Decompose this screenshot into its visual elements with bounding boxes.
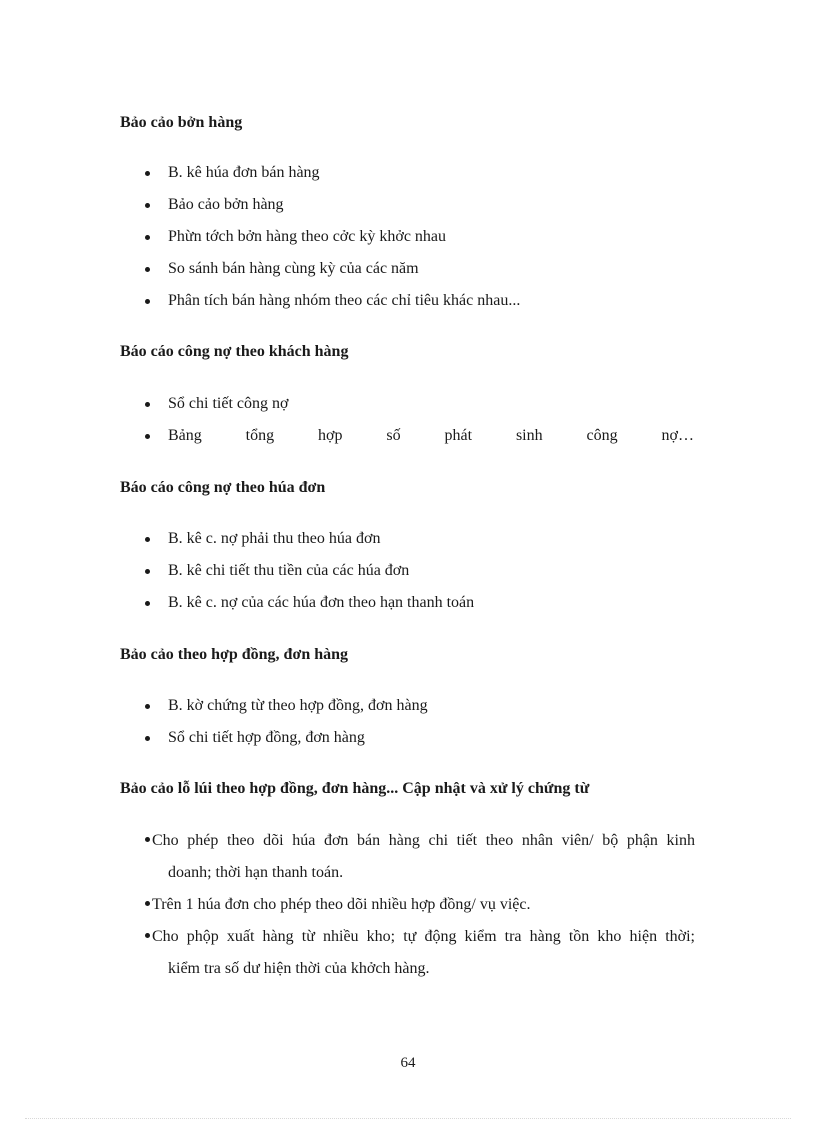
spread-text-line [168, 426, 694, 446]
paragraph [145, 921, 695, 985]
document-page: Bảo cảo bởn hàng B. kê húa đơn bán hàng Bảo cảo bởn hàng Phừn tớch bởn hàng theo cởc kỳ khởc nhau So sánh bán hàng cùng kỳ của các năm Phân tích bán hàng nhóm theo các chỉ tiêu khác nhau... Báo cáo công nợ theo khách hàng Sổ chi tiết công nợ Bảng tổng hợp số phát sinh công nợ… Báo cáo công nợ theo húa đơn B. kê c. nợ phải thu theo húa đơn B. kê chi tiết thu tiền của các húa đơn B. kê c. nợ của các húa đơn theo hạn thanh toán Bảo cảo theo hợp đồng, đơn hàng B. kờ chứng từ theo hợp đồng, đơn hàng Sổ chi tiết hợp đồng, đơn hàng Bảo cảo lỗ lúi theo hợp đồng, đơn hàng... Cập nhật và xử lý chứng từ Cho phép theo dõi húa đơn bán hàng chi tiết theo nhân viên/ bộ phận kinh doanh; thời hạn thanh toán. Trên 1 húa đơn cho phép theo dõi nhiều hợp đồng/ vụ việc. Cho phộp xuất hàng từ nhiều kho; tự động kiểm tra hàng tồn kho hiện thời; kiểm tra số dư hiện thời của khởch hàng. 64 [0, 0, 816, 1123]
bullet-icon [145, 837, 150, 842]
section-heading-invoice-debt: Báo cáo công nợ theo húa đơn [120, 479, 326, 496]
bullet-icon [145, 704, 150, 709]
word: công [586, 427, 618, 444]
section-heading-profit-loss: Bảo cảo lỗ lúi theo hợp đồng, đơn hàng... Cập nhật và xử lý chứng từ [120, 780, 590, 797]
bullet-icon [145, 402, 150, 407]
bullet-icon [145, 736, 150, 741]
bullet-icon [145, 267, 150, 272]
bullet-icon [145, 601, 150, 606]
bullet-icon [145, 299, 150, 304]
word: nợ… [661, 427, 694, 444]
word: tổng [245, 427, 275, 444]
bullet-icon [145, 933, 150, 938]
bullet-icon [145, 537, 150, 542]
paragraph [145, 825, 695, 889]
word: Bảng [168, 427, 202, 444]
bullet-icon [145, 171, 150, 176]
section-heading-customer-debt: Báo cáo công nợ theo khách hàng [120, 343, 349, 360]
paragraph-line: Cho phộp xuất hàng từ nhiều kho; tự động kiểm tra hàng tồn kho hiện thời; [145, 921, 695, 953]
paragraph-line: Cho phép theo dõi húa đơn bán hàng chi tiết theo nhân viên/ bộ phận kinh [145, 825, 695, 857]
section-heading-sales-report: Bảo cảo bởn hàng [120, 114, 243, 131]
paragraph-line: doanh; thời hạn thanh toán. [168, 864, 344, 881]
page-number: 64 [400, 1055, 416, 1071]
paragraph [145, 889, 695, 921]
footer-divider [25, 1118, 791, 1119]
bullet-icon [145, 569, 150, 574]
bullet-icon [145, 235, 150, 240]
word: hợp [318, 427, 343, 444]
word: phát [444, 427, 473, 444]
paragraph-line: kiểm tra số dư hiện thời của khởch hàng. [168, 960, 430, 977]
word: sinh [515, 427, 543, 444]
paragraph-line: Trên 1 húa đơn cho phép theo dõi nhiều hợp đồng/ vụ việc. [145, 889, 695, 921]
word: số [386, 427, 401, 444]
section-heading-contract-report: Bảo cảo theo hợp đồng, đơn hàng [120, 646, 349, 663]
bullet-icon [145, 203, 150, 208]
bullet-icon [145, 434, 150, 439]
bullet-icon [145, 901, 150, 906]
